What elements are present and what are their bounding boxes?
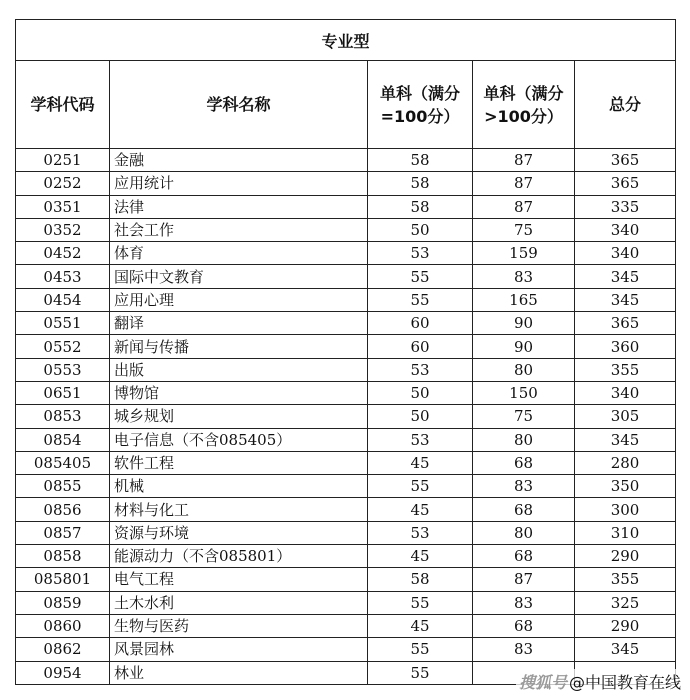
cell-code: 0452 <box>16 242 110 265</box>
cell-single-100: 55 <box>368 265 473 288</box>
cell-code: 0858 <box>16 545 110 568</box>
cell-single-100: 58 <box>368 172 473 195</box>
cell-single-over100: 83 <box>473 475 575 498</box>
cell-total: 355 <box>575 358 676 381</box>
watermark <box>516 669 684 694</box>
table-row <box>16 288 676 311</box>
cell-single-over100: 90 <box>473 335 575 358</box>
table-row <box>16 381 676 404</box>
header-single-100: 单科（满分=100分） <box>368 61 473 149</box>
cell-name: 应用统计 <box>110 172 368 195</box>
table-row <box>16 218 676 241</box>
cell-total: 340 <box>575 218 676 241</box>
table-row <box>16 498 676 521</box>
cell-name: 金融 <box>110 149 368 172</box>
cell-total: 345 <box>575 638 676 661</box>
cell-total: 310 <box>575 521 676 544</box>
cell-single-over100: 68 <box>473 614 575 637</box>
watermark-text: @中国教育在线 <box>568 673 681 692</box>
cell-total: 365 <box>575 149 676 172</box>
cell-code: 085801 <box>16 568 110 591</box>
cell-total: 340 <box>575 381 676 404</box>
cell-single-100: 53 <box>368 521 473 544</box>
cell-single-over100: 159 <box>473 242 575 265</box>
cell-single-100: 53 <box>368 358 473 381</box>
header-name: 学科名称 <box>110 61 368 149</box>
cell-total: 340 <box>575 242 676 265</box>
table-row <box>16 614 676 637</box>
cell-code: 0860 <box>16 614 110 637</box>
cell-code: 0857 <box>16 521 110 544</box>
table-row <box>16 149 676 172</box>
cell-total: 325 <box>575 591 676 614</box>
cell-name: 翻译 <box>110 312 368 335</box>
cell-total: 305 <box>575 405 676 428</box>
cell-name: 生物与医药 <box>110 614 368 637</box>
table-row <box>16 358 676 381</box>
cell-single-over100: 75 <box>473 218 575 241</box>
cell-single-over100: 90 <box>473 312 575 335</box>
cell-single-100: 55 <box>368 661 473 684</box>
cell-total: 345 <box>575 265 676 288</box>
cell-code: 0552 <box>16 335 110 358</box>
cell-code: 0553 <box>16 358 110 381</box>
cell-single-over100: 165 <box>473 288 575 311</box>
header-single-over100: 单科（满分>100分） <box>473 61 575 149</box>
cell-single-over100: 87 <box>473 195 575 218</box>
cell-total: 365 <box>575 312 676 335</box>
cell-code: 0856 <box>16 498 110 521</box>
cell-single-100: 58 <box>368 195 473 218</box>
cell-single-100: 55 <box>368 591 473 614</box>
cell-name: 应用心理 <box>110 288 368 311</box>
cell-total: 290 <box>575 545 676 568</box>
cell-name: 土木水利 <box>110 591 368 614</box>
table-row <box>16 265 676 288</box>
header-code: 学科代码 <box>16 61 110 149</box>
cell-single-over100: 75 <box>473 405 575 428</box>
table-row <box>16 475 676 498</box>
score-table-container <box>15 19 676 685</box>
cell-name: 材料与化工 <box>110 498 368 521</box>
cell-code: 0855 <box>16 475 110 498</box>
cell-single-over100: 83 <box>473 638 575 661</box>
cell-single-100: 45 <box>368 545 473 568</box>
cell-name: 资源与环境 <box>110 521 368 544</box>
cell-name: 体育 <box>110 242 368 265</box>
cell-single-over100: 87 <box>473 172 575 195</box>
cell-single-100: 55 <box>368 475 473 498</box>
cell-code: 0854 <box>16 428 110 451</box>
cell-name: 法律 <box>110 195 368 218</box>
cell-single-over100: 80 <box>473 521 575 544</box>
table-row <box>16 638 676 661</box>
table-row <box>16 545 676 568</box>
cell-code: 0351 <box>16 195 110 218</box>
cell-single-over100: 68 <box>473 498 575 521</box>
cell-single-100: 45 <box>368 451 473 474</box>
table-row <box>16 335 676 358</box>
cell-total: 300 <box>575 498 676 521</box>
cell-code: 0453 <box>16 265 110 288</box>
cell-code: 0352 <box>16 218 110 241</box>
cell-name: 国际中文教育 <box>110 265 368 288</box>
cell-code: 0859 <box>16 591 110 614</box>
cell-total: 365 <box>575 172 676 195</box>
cell-single-100: 50 <box>368 218 473 241</box>
table-row <box>16 312 676 335</box>
table-title: 专业型 <box>16 20 676 61</box>
table-row <box>16 428 676 451</box>
table-row <box>16 195 676 218</box>
cell-name: 电子信息（不含085405） <box>110 428 368 451</box>
cell-single-100: 50 <box>368 381 473 404</box>
cell-single-100: 60 <box>368 335 473 358</box>
cell-total: 350 <box>575 475 676 498</box>
cell-code: 0251 <box>16 149 110 172</box>
table-row <box>16 242 676 265</box>
cell-single-100: 58 <box>368 149 473 172</box>
table-row <box>16 591 676 614</box>
cell-name: 社会工作 <box>110 218 368 241</box>
cell-total: 335 <box>575 195 676 218</box>
cell-single-over100: 150 <box>473 381 575 404</box>
score-table <box>15 19 676 685</box>
cell-code: 0862 <box>16 638 110 661</box>
cell-code: 0454 <box>16 288 110 311</box>
header-total: 总分 <box>575 61 676 149</box>
cell-single-over100: 87 <box>473 149 575 172</box>
table-title-row <box>16 20 676 61</box>
watermark-brand: 搜狐号 <box>518 673 567 692</box>
cell-single-over100: 83 <box>473 591 575 614</box>
cell-name: 软件工程 <box>110 451 368 474</box>
table-header-row <box>16 61 676 149</box>
cell-name: 能源动力（不含085801） <box>110 545 368 568</box>
cell-single-100: 55 <box>368 288 473 311</box>
cell-name: 博物馆 <box>110 381 368 404</box>
cell-single-100: 60 <box>368 312 473 335</box>
cell-code: 0252 <box>16 172 110 195</box>
cell-single-100: 50 <box>368 405 473 428</box>
cell-total: 345 <box>575 288 676 311</box>
table-row <box>16 172 676 195</box>
cell-single-100: 58 <box>368 568 473 591</box>
cell-name: 电气工程 <box>110 568 368 591</box>
cell-total: 280 <box>575 451 676 474</box>
cell-single-over100: 83 <box>473 265 575 288</box>
cell-name: 风景园林 <box>110 638 368 661</box>
cell-total: 360 <box>575 335 676 358</box>
table-row <box>16 451 676 474</box>
cell-single-over100: 87 <box>473 568 575 591</box>
cell-name: 机械 <box>110 475 368 498</box>
cell-single-100: 55 <box>368 638 473 661</box>
cell-name: 出版 <box>110 358 368 381</box>
cell-name: 林业 <box>110 661 368 684</box>
cell-single-over100: 68 <box>473 451 575 474</box>
cell-code: 0954 <box>16 661 110 684</box>
cell-single-100: 45 <box>368 498 473 521</box>
cell-single-100: 45 <box>368 614 473 637</box>
table-row <box>16 568 676 591</box>
cell-total: 355 <box>575 568 676 591</box>
cell-single-100: 53 <box>368 242 473 265</box>
cell-name: 新闻与传播 <box>110 335 368 358</box>
cell-code: 0651 <box>16 381 110 404</box>
cell-single-over100: 80 <box>473 428 575 451</box>
cell-total: 290 <box>575 614 676 637</box>
cell-single-over100: 68 <box>473 545 575 568</box>
cell-single-100: 53 <box>368 428 473 451</box>
cell-name: 城乡规划 <box>110 405 368 428</box>
table-row <box>16 405 676 428</box>
cell-total: 345 <box>575 428 676 451</box>
cell-code: 0551 <box>16 312 110 335</box>
cell-code: 085405 <box>16 451 110 474</box>
cell-code: 0853 <box>16 405 110 428</box>
cell-single-over100: 80 <box>473 358 575 381</box>
table-row <box>16 521 676 544</box>
